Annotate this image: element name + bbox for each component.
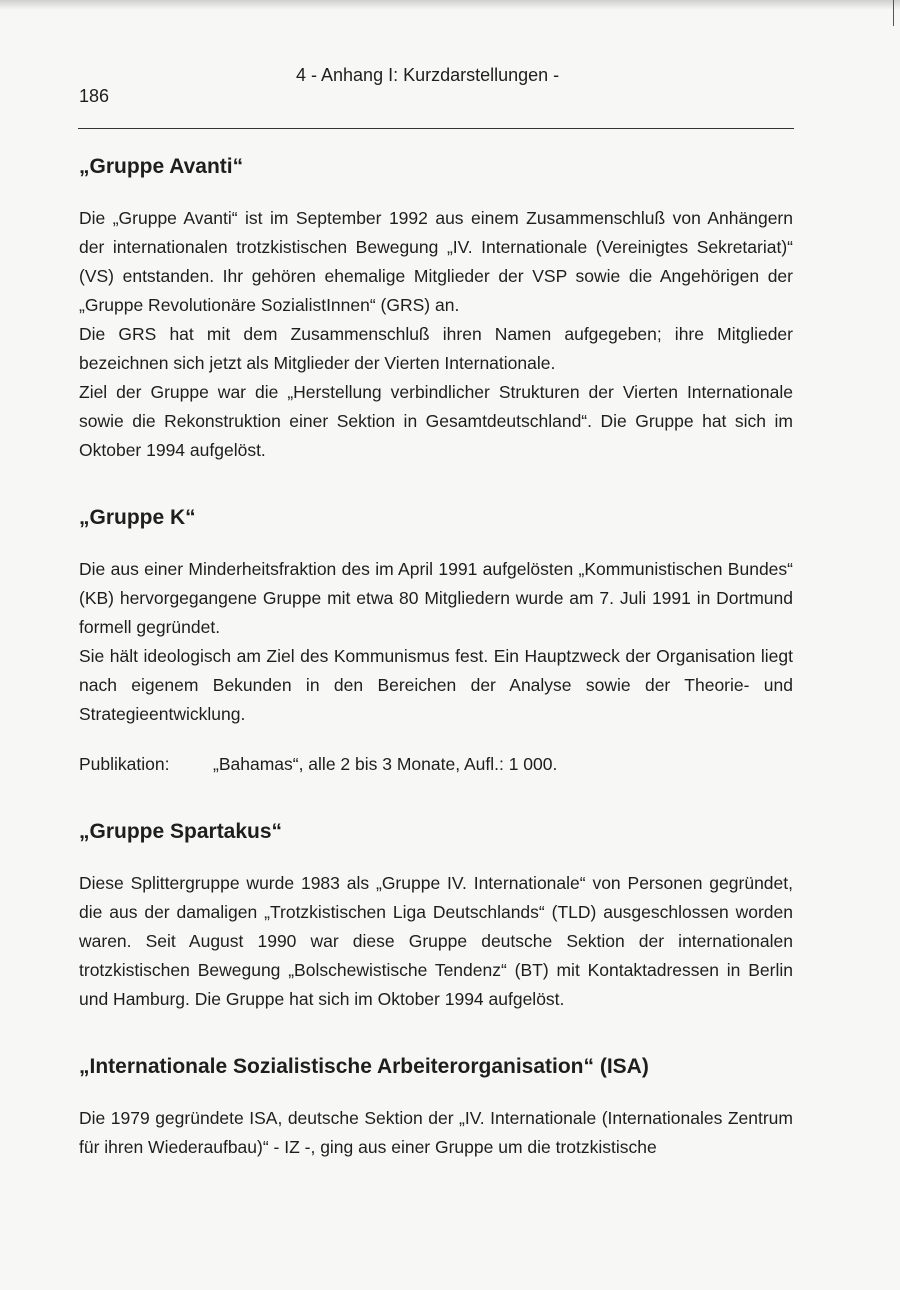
section-gruppe-avanti — [79, 153, 793, 465]
paragraph: Sie hält ideologisch am Ziel des Kommunismus fest. Ein Hauptzweck der Organisation liegt nach eigenem Bekunden in den Bereichen der Analyse sowie der Theorie- und Strategieentwicklung. — [79, 646, 793, 724]
scan-edge-mark — [893, 0, 894, 26]
section-text — [79, 869, 793, 1014]
section-text — [79, 1104, 793, 1162]
section-text — [79, 204, 793, 465]
section-title: „Gruppe Avanti“ — [79, 155, 244, 178]
publication-label: Publikation: — [79, 754, 170, 774]
running-head: 4 - Anhang I: Kurzdarstellungen - — [296, 65, 560, 85]
paragraph: Die GRS hat mit dem Zusammenschluß ihren Namen aufgegeben; ihre Mitglieder bezeichnen sich jetzt als Mitglieder der Vierten Internationale. — [79, 324, 793, 373]
section-isa — [79, 1053, 793, 1162]
section-gruppe-spartakus — [79, 818, 793, 1014]
paragraph: Diese Splittergruppe wurde 1983 als „Gruppe IV. Internationale“ von Personen gegründet, die aus der damaligen „Trotzkistischen Liga Deutschlands“ (TLD) ausgeschlossen worden waren. Seit August 1990 war diese Gruppe deutsche Sektion der internationalen trotzkistischen Bewegung „Bolschewistische Tendenz“ (BT) mit Kontaktadressen in Berlin und Hamburg. Die Gruppe hat sich im Oktober 1994 aufgelöst. — [79, 873, 793, 1009]
paragraph: Die aus einer Minderheitsfraktion des im April 1991 aufgelösten „Kommunistischen Bundes“ (KB) hervorgegangene Gruppe mit etwa 80 Mitgliedern wurde am 7. Juli 1991 in Dortmund formell gegründet. — [79, 559, 793, 637]
section-title: „Internationale Sozialistische Arbeiterorganisation“ (ISA) — [79, 1055, 649, 1078]
page-body — [79, 153, 793, 1201]
paragraph: Ziel der Gruppe war die „Herstellung verbindlicher Strukturen der Vierten Internationale sowie die Rekonstruktion einer Sektion in Gesamtdeutschland“. Die Gruppe hat sich im Oktober 1994 aufgelöst. — [79, 382, 793, 460]
section-title: „Gruppe K“ — [79, 506, 196, 529]
paragraph: Die 1979 gegründete ISA, deutsche Sektion der „IV. Internationale (Internationales Zentrum für ihren Wiederaufbau)“ - IZ -, ging aus einer Gruppe um die trotzkistische — [79, 1108, 793, 1157]
section-title: „Gruppe Spartakus“ — [79, 820, 283, 843]
section-gruppe-k — [79, 504, 793, 779]
header-rule — [78, 128, 794, 129]
paragraph: Die „Gruppe Avanti“ ist im September 1992 aus einem Zusammenschluß von Anhängern der internationalen trotzkistischen Bewegung „IV. Internationale (Vereinigtes Sekretariat)“ (VS) entstanden. Ihr gehören ehemalige Mitglieder der VSP sowie die Angehörigen der „Gruppe Revolutionäre SozialistInnen“ (GRS) an. — [79, 208, 793, 315]
scan-shadow — [0, 0, 900, 10]
publication-row — [79, 750, 793, 779]
section-text — [79, 555, 793, 729]
publication-value: „Bahamas“, alle 2 bis 3 Monate, Aufl.: 1 000. — [213, 754, 558, 774]
page-number: 186 — [79, 86, 110, 106]
